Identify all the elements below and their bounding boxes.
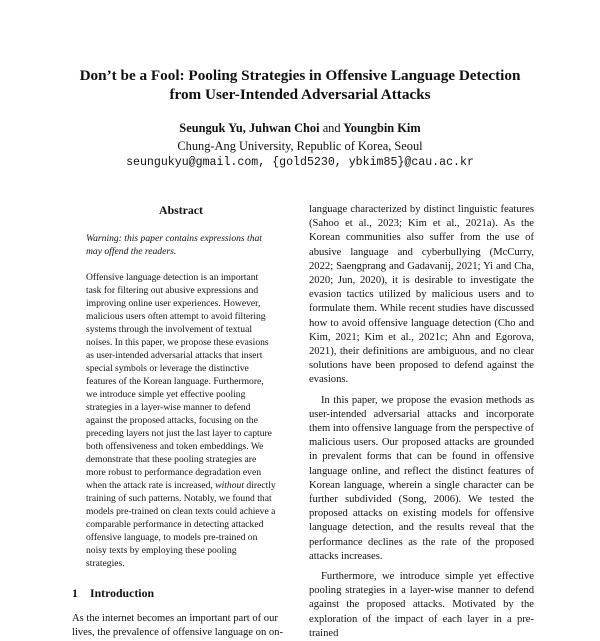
introduction-heading <box>72 586 290 601</box>
body-paragraph-3: Furthermore, we introduce simple yet effective pooling strategies in a layer-wise manner to defend against the proposed attacks. Motivated by the exploration of the impact of each layer in a pre-trained <box>309 571 534 639</box>
author-emails: seungukyu@gmail.com, {gold5230, ybkim85}@cau.ac.kr <box>126 156 474 169</box>
introduction-text: As the internet becomes an important part of our lives, the prevalence of offensive language on on- <box>72 613 284 639</box>
section-number: 1 <box>72 586 78 600</box>
abstract-text-part-1: Offensive language detection is an important task for filtering out abusive expressions and improving online user experiences. However, malicious users often attempt to avoid filtering systems through the involvement of textual noises. In this paper, we propose these evasions as user-intended adversarial attacks that insert special symbols or leverage the distinctive features of the Korean language. Furthermore, we introduce simple yet effective pooling strategies in a layer-wise manner to defend against the proposed attacks, focusing on the preceding layers not just the last layer to capture both offensiveness and token embeddings. We demonstrate that these pooling strategies are more robust to performance degradation even when the attack rate is increased, <box>86 272 272 491</box>
right-column <box>309 203 534 641</box>
author-names-2: Youngbin Kim <box>343 121 421 135</box>
content-warning: Warning: this paper contains expressions that may offend the readers. <box>86 233 262 257</box>
title-line-1: Don’t be a Fool: Pooling Strategies in Offensive Language Detection <box>79 67 521 84</box>
abstract-heading: Abstract <box>159 203 203 217</box>
affiliation: Chung-Ang University, Republic of Korea, Seoul <box>177 139 423 153</box>
body-paragraph-1: language characterized by distinct linguistic features (Sahoo et al., 2023; Kim et al., 2021a). As the Korean communities also suffer from the use of abusive language and cyberbullying (McCurry, 2022; Saengprang and Gadavanij, 2021; Yi and Cha, 2020; Jun, 2020), it is desirable to investigate the evasion tactics utilized by malicious users and to formulate them. While recent studies have discussed how to avoid offensive language detection (Cho and Kim, 2021; Kim et al., 2021c; Ahn and Egorova, 2021), their definitions are ambiguous, and no clear solutions have been proposed to defend against the evasions. <box>309 204 534 386</box>
section-title: Introduction <box>90 586 155 600</box>
abstract-body <box>86 271 276 570</box>
paper-title <box>40 66 560 104</box>
author-list <box>40 121 560 136</box>
author-names-1: Seunguk Yu, Juhwan Choi <box>179 121 320 135</box>
title-line-2: from User-Intended Adversarial Attacks <box>169 86 431 103</box>
abstract-emphasis: without <box>215 480 244 491</box>
left-column <box>72 203 290 640</box>
body-paragraph-2: In this paper, we propose the evasion methods as user-intended adversarial attacks and incorporate them into offensive language from the perspective of malicious users. Our proposed attacks are grounded in prevalent forms that can be found in offensive language online, and reflect the distinct features of Korean language, wherein a single character can be further subdivided (Song, 2006). We tested the proposed attacks on existing models for offensive language detection, and the results reveal that the performance declines as the rate of the proposed attacks increases. <box>309 394 534 562</box>
abstract-text-part-2: directly training of such patterns. Notably, we found that models pre-trained on clean texts could achieve a comparable performance in detecting attacked offensive language, to models pre-trained on noisy texts by employing these pooling strategies. <box>86 480 276 569</box>
author-and: and <box>322 121 341 135</box>
